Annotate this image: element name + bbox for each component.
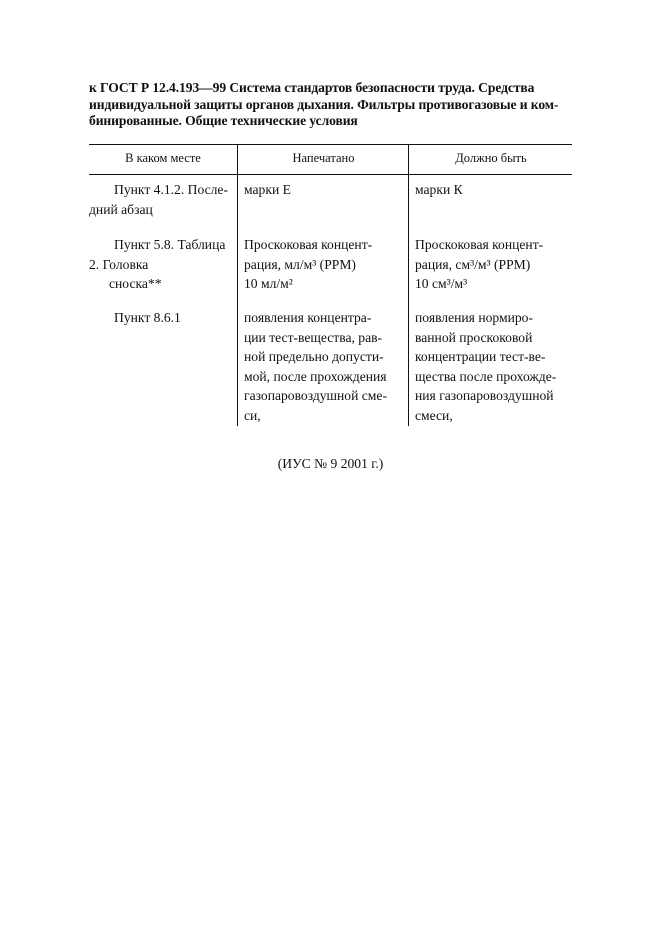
row-2-correct — [415, 235, 572, 294]
row-1-place-line-2: дний абзац — [89, 201, 153, 217]
row-2-printed-line-2: рация, мл/м³ (РРМ) — [244, 256, 356, 272]
row-3-correct — [415, 308, 572, 425]
row-3-printed-line-2: ции тест-вещества, рав- — [244, 329, 383, 345]
row-3-printed-line-1: появления концентра- — [244, 310, 372, 325]
row-1-correct — [415, 180, 572, 200]
row-3-place — [89, 308, 234, 328]
row-2-place — [89, 235, 234, 294]
row-2-printed — [244, 235, 402, 294]
row-2-correct-line-3: 10 см³/м³ — [415, 276, 468, 291]
row-1-correct-line-1: марки К — [415, 182, 463, 197]
row-3-printed-line-3: ной предельно допусти- — [244, 349, 384, 364]
row-2-place-line-1: Пункт 5.8. Таблица — [114, 237, 226, 252]
source-reference: (ИУС № 9 2001 г.) — [277, 456, 384, 471]
row-3-correct-line-6: смеси, — [415, 407, 453, 423]
header-printed: Напечатано — [292, 151, 355, 165]
row-1-printed-line-1: марки Е — [244, 182, 291, 197]
row-3-printed-line-6: си, — [244, 407, 261, 423]
row-2-correct-line-1: Проскоковая концент- — [415, 237, 544, 252]
heading-line-2: индивидуальной защиты органов дыхания. Фильтры противогазовые и ком- — [89, 96, 559, 112]
heading-line-1: к ГОСТ Р 12.4.193—99 Система стандартов безопасности труда. Средства — [89, 80, 535, 95]
row-3-correct-line-5: ния газопаровоздушной — [415, 388, 554, 403]
row-3-correct-line-1: появления нормиро- — [415, 310, 533, 325]
row-3-printed-line-5: газопаровоздушной сме- — [244, 388, 387, 403]
row-2-printed-line-3: 10 мл/м² — [244, 276, 293, 291]
header-correct: Должно быть — [455, 151, 527, 165]
table-top-rule — [89, 144, 572, 145]
header-place: В каком месте — [125, 151, 201, 165]
row-1-place — [89, 180, 234, 219]
row-2-correct-line-2: рация, см³/м³ (РРМ) — [415, 256, 531, 272]
row-2-place-line-3: сноска** — [109, 276, 162, 291]
row-3-place-line-1: Пункт 8.6.1 — [114, 310, 181, 325]
row-2-place-line-2: 2. Головка — [89, 256, 149, 272]
row-3-correct-line-2: ванной проскоковой — [415, 329, 533, 345]
row-3-correct-line-3: концентрации тест-ве- — [415, 349, 546, 364]
row-3-printed — [244, 308, 402, 425]
row-3-printed-line-4: мой, после прохождения — [244, 368, 387, 384]
table-header-rule — [89, 174, 572, 175]
heading-line-3: бинированные. Общие технические условия — [89, 113, 358, 128]
table-column-divider-2 — [408, 144, 409, 426]
corrections-table — [89, 144, 572, 426]
row-1-place-line-1: Пункт 4.1.2. После- — [114, 182, 228, 197]
amendment-heading — [89, 80, 575, 130]
row-2-printed-line-1: Проскоковая концент- — [244, 237, 373, 252]
row-3-correct-line-4: щества после прохожде- — [415, 368, 557, 384]
table-column-divider-1 — [237, 144, 238, 426]
row-1-printed — [244, 180, 402, 200]
